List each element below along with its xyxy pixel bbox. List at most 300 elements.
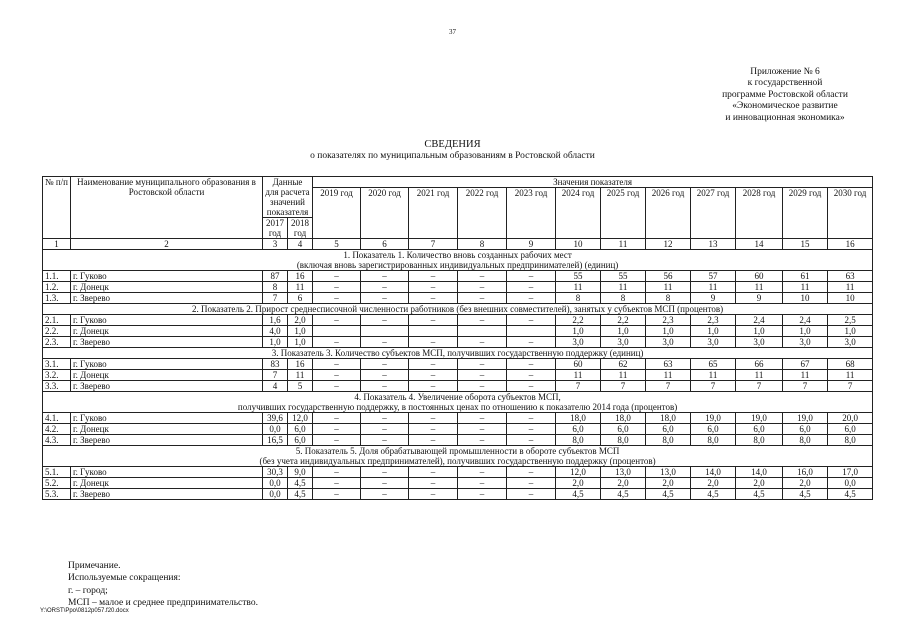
header-year: 2019 год: [313, 188, 361, 239]
header-year: 2020 год: [361, 188, 409, 239]
document-subtitle: о показателях по муниципальным образованиям в Ростовской области: [310, 151, 595, 161]
column-number: 10: [556, 239, 601, 250]
indicator-value: 19,0: [736, 413, 783, 424]
appendix-line: к государственной: [747, 78, 823, 89]
section-title-line: 2. Показатель 2. Прирост среднесписочной численности работников (без внешних совместителей), занятых у субъектов МСП (процентов): [191, 304, 724, 314]
indicator-value: 11: [601, 370, 646, 381]
municipality-name: г. Зверево: [71, 337, 263, 348]
value-2017: 30,3: [263, 467, 288, 478]
indicator-value: 8: [646, 293, 691, 304]
indicator-value: 11: [828, 282, 873, 293]
indicator-value: 67: [783, 359, 828, 370]
header-year: 2030 год: [828, 188, 873, 239]
indicator-value: 3,0: [736, 337, 783, 348]
indicator-value: 2,0: [691, 478, 736, 489]
indicator-value: 1,0: [601, 326, 646, 337]
column-number: 11: [601, 239, 646, 250]
table-row: [43, 413, 873, 424]
value-2017: 0,0: [263, 489, 288, 500]
indicator-value: 2,3: [646, 315, 691, 326]
indicator-value: –: [409, 489, 458, 500]
section-title-line: получивших государственную поддержку, в постоянных ценах по отношению к показателю 2014 года (процентов): [237, 402, 678, 412]
table-row: [43, 489, 873, 500]
table-row: [43, 467, 873, 478]
indicator-value: –: [507, 315, 556, 326]
column-number: 9: [507, 239, 556, 250]
indicator-value: –: [361, 424, 409, 435]
indicators-table: [42, 176, 873, 500]
indicator-value: 1,0: [556, 326, 601, 337]
row-number: 1.1.: [43, 271, 71, 282]
value-2018: 9,0: [288, 467, 313, 478]
indicator-value: –: [507, 478, 556, 489]
indicator-value: 10: [828, 293, 873, 304]
indicator-value: 7: [556, 381, 601, 392]
municipality-name: г. Зверево: [71, 381, 263, 392]
indicator-value: –: [313, 315, 361, 326]
indicator-value: –: [361, 337, 409, 348]
indicator-value: –: [409, 271, 458, 282]
indicator-value: 4,5: [601, 489, 646, 500]
indicator-value: –: [507, 293, 556, 304]
indicator-value: 0,0: [828, 478, 873, 489]
municipality-name: г. Донецк: [71, 326, 263, 337]
indicator-value: –: [458, 478, 507, 489]
municipality-name: г. Гуково: [71, 359, 263, 370]
indicator-value: [458, 326, 507, 337]
section-row: [43, 446, 873, 467]
indicator-value: 1,0: [736, 326, 783, 337]
indicator-value: –: [313, 282, 361, 293]
indicator-value: –: [313, 413, 361, 424]
indicator-value: 1,0: [828, 326, 873, 337]
indicator-value: 3,0: [646, 337, 691, 348]
file-path: Y:\ORST\Ppo\0812p057.f20.docx: [40, 608, 129, 614]
indicator-value: 8,0: [556, 435, 601, 446]
indicator-value: 18,0: [601, 413, 646, 424]
row-number: 5.2.: [43, 478, 71, 489]
indicator-value: 9: [691, 293, 736, 304]
value-2018: 1,0: [288, 337, 313, 348]
note-line: Используемые сокращения:: [68, 573, 181, 584]
value-2017: 8: [263, 282, 288, 293]
indicator-value: 2,4: [736, 315, 783, 326]
section-title-line: (включая вновь зарегистрированных индивидуальных предпринимателей) (единиц): [296, 260, 619, 270]
value-2017: 4,0: [263, 326, 288, 337]
indicator-value: 1,0: [783, 326, 828, 337]
indicator-value: –: [458, 467, 507, 478]
indicator-value: –: [458, 413, 507, 424]
indicator-value: –: [507, 489, 556, 500]
indicator-value: 3,0: [601, 337, 646, 348]
indicator-value: –: [361, 370, 409, 381]
indicator-value: 8,0: [736, 435, 783, 446]
section-title-line: (без учета индивидуальных предпринимателей), получивших государственную поддержку (процентов): [259, 456, 656, 466]
value-2018: 12,0: [288, 413, 313, 424]
indicator-value: –: [313, 370, 361, 381]
appendix-line: программе Ростовской области: [722, 89, 848, 100]
indicator-value: –: [458, 337, 507, 348]
indicator-value: 7: [601, 381, 646, 392]
indicator-value: 2,0: [783, 478, 828, 489]
section-row: [43, 392, 873, 413]
table-row: [43, 326, 873, 337]
indicator-value: 8,0: [646, 435, 691, 446]
value-2017: 1,0: [263, 337, 288, 348]
row-number: 4.2.: [43, 424, 71, 435]
table-row: [43, 337, 873, 348]
indicator-value: 20,0: [828, 413, 873, 424]
indicator-value: 19,0: [691, 413, 736, 424]
header-values: Значения показателя: [313, 177, 873, 188]
indicator-value: –: [313, 489, 361, 500]
indicator-value: 60: [736, 271, 783, 282]
header-year: 2025 год: [601, 188, 646, 239]
indicator-value: 8,0: [783, 435, 828, 446]
column-number: 16: [828, 239, 873, 250]
municipality-name: г. Донецк: [71, 424, 263, 435]
section-title: [43, 446, 873, 467]
table-row: [43, 381, 873, 392]
value-2018: 4,5: [288, 489, 313, 500]
column-number: 4: [288, 239, 313, 250]
indicator-value: –: [313, 424, 361, 435]
indicator-value: 60: [556, 359, 601, 370]
value-2018: 16: [288, 359, 313, 370]
indicator-value: –: [313, 435, 361, 446]
indicator-value: –: [507, 435, 556, 446]
indicator-value: 6,0: [556, 424, 601, 435]
indicator-value: 11: [783, 370, 828, 381]
header-year: 2027 год: [691, 188, 736, 239]
indicator-value: 17,0: [828, 467, 873, 478]
table-row: [43, 315, 873, 326]
indicator-value: –: [361, 282, 409, 293]
appendix-line: «Экономическое развитие: [732, 101, 838, 112]
indicator-value: 66: [736, 359, 783, 370]
indicator-value: 19,0: [783, 413, 828, 424]
section-title: [43, 304, 873, 315]
indicator-value: –: [361, 478, 409, 489]
municipality-name: г. Донецк: [71, 478, 263, 489]
header-year: 2026 год: [646, 188, 691, 239]
value-2017: 16,5: [263, 435, 288, 446]
indicator-value: 10: [783, 293, 828, 304]
indicator-value: –: [313, 467, 361, 478]
indicator-value: 14,0: [736, 467, 783, 478]
indicator-value: –: [313, 271, 361, 282]
indicator-value: 9: [736, 293, 783, 304]
value-2017: 0,0: [263, 478, 288, 489]
section-title: [43, 392, 873, 413]
value-2017: 7: [263, 370, 288, 381]
value-2017: 4: [263, 381, 288, 392]
value-2018: 1,0: [288, 326, 313, 337]
indicator-value: –: [458, 435, 507, 446]
header-year: 2028 год: [736, 188, 783, 239]
row-number: 5.1.: [43, 467, 71, 478]
value-2017: 83: [263, 359, 288, 370]
indicator-value: 7: [646, 381, 691, 392]
document-title: СВЕДЕНИЯ: [424, 139, 481, 150]
indicator-value: –: [313, 359, 361, 370]
municipality-name: г. Гуково: [71, 413, 263, 424]
indicator-value: 7: [691, 381, 736, 392]
header-year: 2023 год: [507, 188, 556, 239]
indicator-value: –: [507, 424, 556, 435]
indicator-value: –: [507, 467, 556, 478]
value-2018: 11: [288, 370, 313, 381]
appendix-line: Приложение № 6: [750, 67, 820, 77]
row-number: 1.3.: [43, 293, 71, 304]
indicator-value: –: [458, 424, 507, 435]
municipality-name: г. Гуково: [71, 315, 263, 326]
indicator-value: –: [458, 381, 507, 392]
header-year: 2022 год: [458, 188, 507, 239]
indicator-value: 3,0: [556, 337, 601, 348]
table-row: [43, 282, 873, 293]
indicator-value: 7: [783, 381, 828, 392]
value-2018: 6,0: [288, 424, 313, 435]
header-year: 2024 год: [556, 188, 601, 239]
indicator-value: 4,5: [783, 489, 828, 500]
municipality-name: г. Зверево: [71, 489, 263, 500]
indicator-value: 8,0: [691, 435, 736, 446]
column-number: 13: [691, 239, 736, 250]
indicator-value: –: [409, 435, 458, 446]
indicator-value: 68: [828, 359, 873, 370]
indicator-value: –: [361, 435, 409, 446]
indicator-value: [361, 326, 409, 337]
indicator-value: –: [361, 315, 409, 326]
indicator-value: 11: [828, 370, 873, 381]
indicator-value: 6,0: [828, 424, 873, 435]
indicator-value: 2,0: [556, 478, 601, 489]
page-number: 37: [449, 28, 456, 36]
column-number: 14: [736, 239, 783, 250]
value-2017: 39,6: [263, 413, 288, 424]
note-line: МСП – малое и среднее предпринимательство.: [68, 598, 258, 609]
section-title-line: 1. Показатель 1. Количество вновь созданных рабочих мест: [343, 250, 572, 260]
indicator-value: 4,5: [646, 489, 691, 500]
indicator-value: 1,0: [691, 326, 736, 337]
indicator-value: –: [313, 478, 361, 489]
row-number: 2.2.: [43, 326, 71, 337]
indicator-value: 55: [556, 271, 601, 282]
indicator-value: 2,4: [783, 315, 828, 326]
indicator-value: –: [409, 370, 458, 381]
header-calc-year: 2017 год: [263, 218, 288, 239]
section-row: [43, 250, 873, 271]
municipality-name: г. Донецк: [71, 370, 263, 381]
indicator-value: 6,0: [601, 424, 646, 435]
indicator-value: 13,0: [646, 467, 691, 478]
indicator-value: 2,5: [828, 315, 873, 326]
indicator-value: –: [409, 315, 458, 326]
row-number: 3.3.: [43, 381, 71, 392]
value-2017: 1,6: [263, 315, 288, 326]
column-number: 1: [43, 239, 71, 250]
indicator-value: 16,0: [783, 467, 828, 478]
indicator-value: 65: [691, 359, 736, 370]
header-num: № п/п: [43, 177, 71, 239]
indicator-value: 2,0: [646, 478, 691, 489]
column-number: 15: [783, 239, 828, 250]
column-number: 5: [313, 239, 361, 250]
indicator-value: 3,0: [828, 337, 873, 348]
indicator-value: –: [409, 478, 458, 489]
indicator-value: –: [507, 370, 556, 381]
indicator-value: –: [409, 424, 458, 435]
indicator-value: –: [458, 370, 507, 381]
indicator-value: 4,5: [691, 489, 736, 500]
table-row: [43, 271, 873, 282]
indicator-value: –: [409, 293, 458, 304]
indicator-value: –: [409, 359, 458, 370]
row-number: 2.3.: [43, 337, 71, 348]
section-title: [43, 348, 873, 359]
header-name: Наименование муниципального образования в Ростовской области: [71, 177, 263, 239]
indicator-value: –: [507, 359, 556, 370]
indicator-value: 2,0: [601, 478, 646, 489]
indicator-value: 18,0: [556, 413, 601, 424]
indicator-value: 2,2: [556, 315, 601, 326]
municipality-name: г. Зверево: [71, 293, 263, 304]
column-number: 6: [361, 239, 409, 250]
indicator-value: 11: [691, 282, 736, 293]
indicator-value: 7: [828, 381, 873, 392]
table-row: [43, 435, 873, 446]
header-calc: Данные для расчета значений показателя: [263, 177, 313, 218]
column-number: 7: [409, 239, 458, 250]
indicator-value: –: [409, 381, 458, 392]
indicator-value: 8: [601, 293, 646, 304]
table-row: [43, 359, 873, 370]
value-2017: 7: [263, 293, 288, 304]
value-2017: 87: [263, 271, 288, 282]
indicator-value: 11: [556, 370, 601, 381]
indicator-value: 63: [828, 271, 873, 282]
appendix-block: [690, 67, 880, 124]
municipality-name: г. Гуково: [71, 271, 263, 282]
value-2018: 4,5: [288, 478, 313, 489]
indicator-value: [313, 326, 361, 337]
indicator-value: 63: [646, 359, 691, 370]
note-line: г. – город;: [68, 585, 108, 596]
value-2018: 6,0: [288, 435, 313, 446]
row-number: 3.1.: [43, 359, 71, 370]
indicator-value: –: [313, 293, 361, 304]
indicator-value: [507, 326, 556, 337]
indicator-value: –: [458, 359, 507, 370]
header-calc-year: 2018 год: [288, 218, 313, 239]
indicator-value: 6,0: [691, 424, 736, 435]
column-number: 3: [263, 239, 288, 250]
municipality-name: г. Гуково: [71, 467, 263, 478]
indicator-value: 56: [646, 271, 691, 282]
indicator-value: 55: [601, 271, 646, 282]
indicator-value: –: [409, 282, 458, 293]
indicator-value: –: [409, 467, 458, 478]
indicator-value: 6,0: [736, 424, 783, 435]
row-number: 5.3.: [43, 489, 71, 500]
column-number: 12: [646, 239, 691, 250]
value-2018: 2,0: [288, 315, 313, 326]
header-year: 2021 год: [409, 188, 458, 239]
indicator-value: –: [313, 337, 361, 348]
indicator-value: –: [458, 282, 507, 293]
row-number: 4.3.: [43, 435, 71, 446]
header-year: 2029 год: [783, 188, 828, 239]
section-title: [43, 250, 873, 271]
indicator-value: 2,0: [736, 478, 783, 489]
indicator-value: 8,0: [601, 435, 646, 446]
indicator-value: 2,3: [691, 315, 736, 326]
indicator-value: 6,0: [646, 424, 691, 435]
indicator-value: [409, 326, 458, 337]
section-title-line: 3. Показатель 3. Количество субъектов МСП, получивших государственную поддержку (единиц): [271, 348, 644, 358]
indicator-value: 11: [736, 370, 783, 381]
section-row: [43, 348, 873, 359]
indicator-value: –: [507, 413, 556, 424]
value-2018: 6: [288, 293, 313, 304]
indicator-value: –: [361, 293, 409, 304]
indicator-value: 11: [646, 370, 691, 381]
section-title-line: 5. Показатель 5. Доля обрабатывающей промышленности в обороте субъектов МСП: [295, 446, 620, 456]
indicator-value: –: [458, 293, 507, 304]
indicator-value: –: [361, 359, 409, 370]
indicator-value: 1,0: [646, 326, 691, 337]
section-row: [43, 304, 873, 315]
indicator-value: 11: [646, 282, 691, 293]
indicator-value: 8: [556, 293, 601, 304]
indicator-value: 11: [601, 282, 646, 293]
indicator-value: 4,5: [828, 489, 873, 500]
indicator-value: 11: [783, 282, 828, 293]
indicator-value: –: [361, 413, 409, 424]
indicator-value: –: [507, 381, 556, 392]
municipality-name: г. Донецк: [71, 282, 263, 293]
indicator-value: –: [361, 271, 409, 282]
appendix-line: и инновационная экономика»: [725, 112, 845, 123]
row-number: 1.2.: [43, 282, 71, 293]
indicator-value: –: [361, 381, 409, 392]
indicator-value: 61: [783, 271, 828, 282]
column-number: 2: [71, 239, 263, 250]
note-line: Примечание.: [68, 561, 121, 571]
value-2018: 16: [288, 271, 313, 282]
indicator-value: 11: [691, 370, 736, 381]
value-2018: 11: [288, 282, 313, 293]
indicator-value: –: [409, 413, 458, 424]
indicator-value: –: [313, 381, 361, 392]
indicator-value: 11: [556, 282, 601, 293]
notes-block: [68, 560, 258, 610]
indicator-value: 3,0: [783, 337, 828, 348]
indicator-value: 57: [691, 271, 736, 282]
indicator-value: 4,5: [556, 489, 601, 500]
table-row: [43, 293, 873, 304]
value-2018: 5: [288, 381, 313, 392]
indicator-value: –: [458, 489, 507, 500]
indicator-value: 13,0: [601, 467, 646, 478]
indicator-value: 4,5: [736, 489, 783, 500]
indicator-value: 18,0: [646, 413, 691, 424]
indicator-value: –: [361, 489, 409, 500]
table-row: [43, 478, 873, 489]
section-title-line: 4. Показатель 4. Увеличение оборота субъектов МСП,: [354, 392, 561, 402]
municipality-name: г. Зверево: [71, 435, 263, 446]
